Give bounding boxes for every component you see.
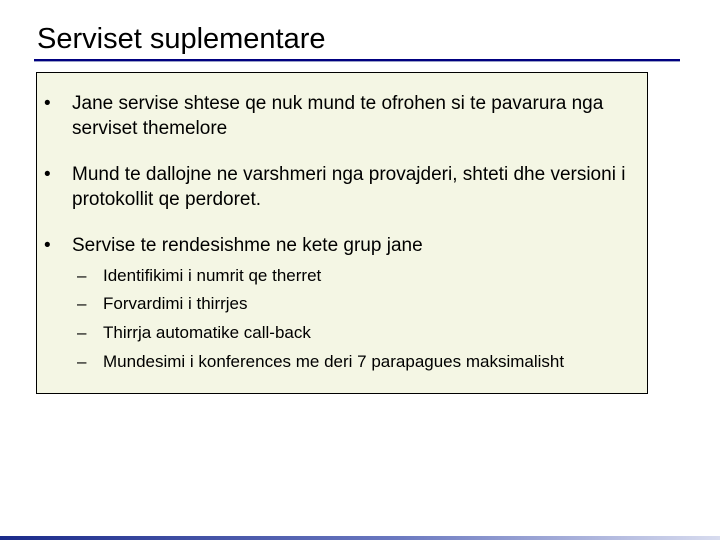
sub-marker: –: [77, 266, 87, 285]
sub-marker: –: [77, 323, 87, 342]
bullet-item-2: Mund te dallojne ne varshmeri nga provajderi, shteti dhe versioni i protokollit qe perdoret.: [72, 164, 626, 210]
bullet-item-1: Jane servise shtese qe nuk mund te ofrohen si te pavarura nga serviset themelore: [72, 93, 604, 139]
sub-item-4: Mundesimi i konferences me deri 7 parapagues maksimalisht: [103, 352, 565, 371]
content-box: [36, 72, 648, 394]
bottom-gradient-band: [0, 536, 720, 540]
bullet-item-3: Servise te rendesishme ne kete grup jane: [72, 235, 423, 256]
bullet-marker: •: [44, 164, 51, 185]
sub-marker: –: [77, 352, 87, 371]
sub-item-3: Thirrja automatike call-back: [103, 323, 311, 342]
title-underline-shadow: [34, 61, 680, 62]
slide-title: Serviset suplementare: [37, 23, 326, 55]
sub-item-1: Identifikimi i numrit qe therret: [103, 266, 322, 285]
sub-marker: –: [77, 294, 87, 313]
sub-item-2: Forvardimi i thirrjes: [103, 294, 248, 313]
bullet-marker: •: [44, 235, 51, 256]
bullet-marker: •: [44, 93, 51, 114]
